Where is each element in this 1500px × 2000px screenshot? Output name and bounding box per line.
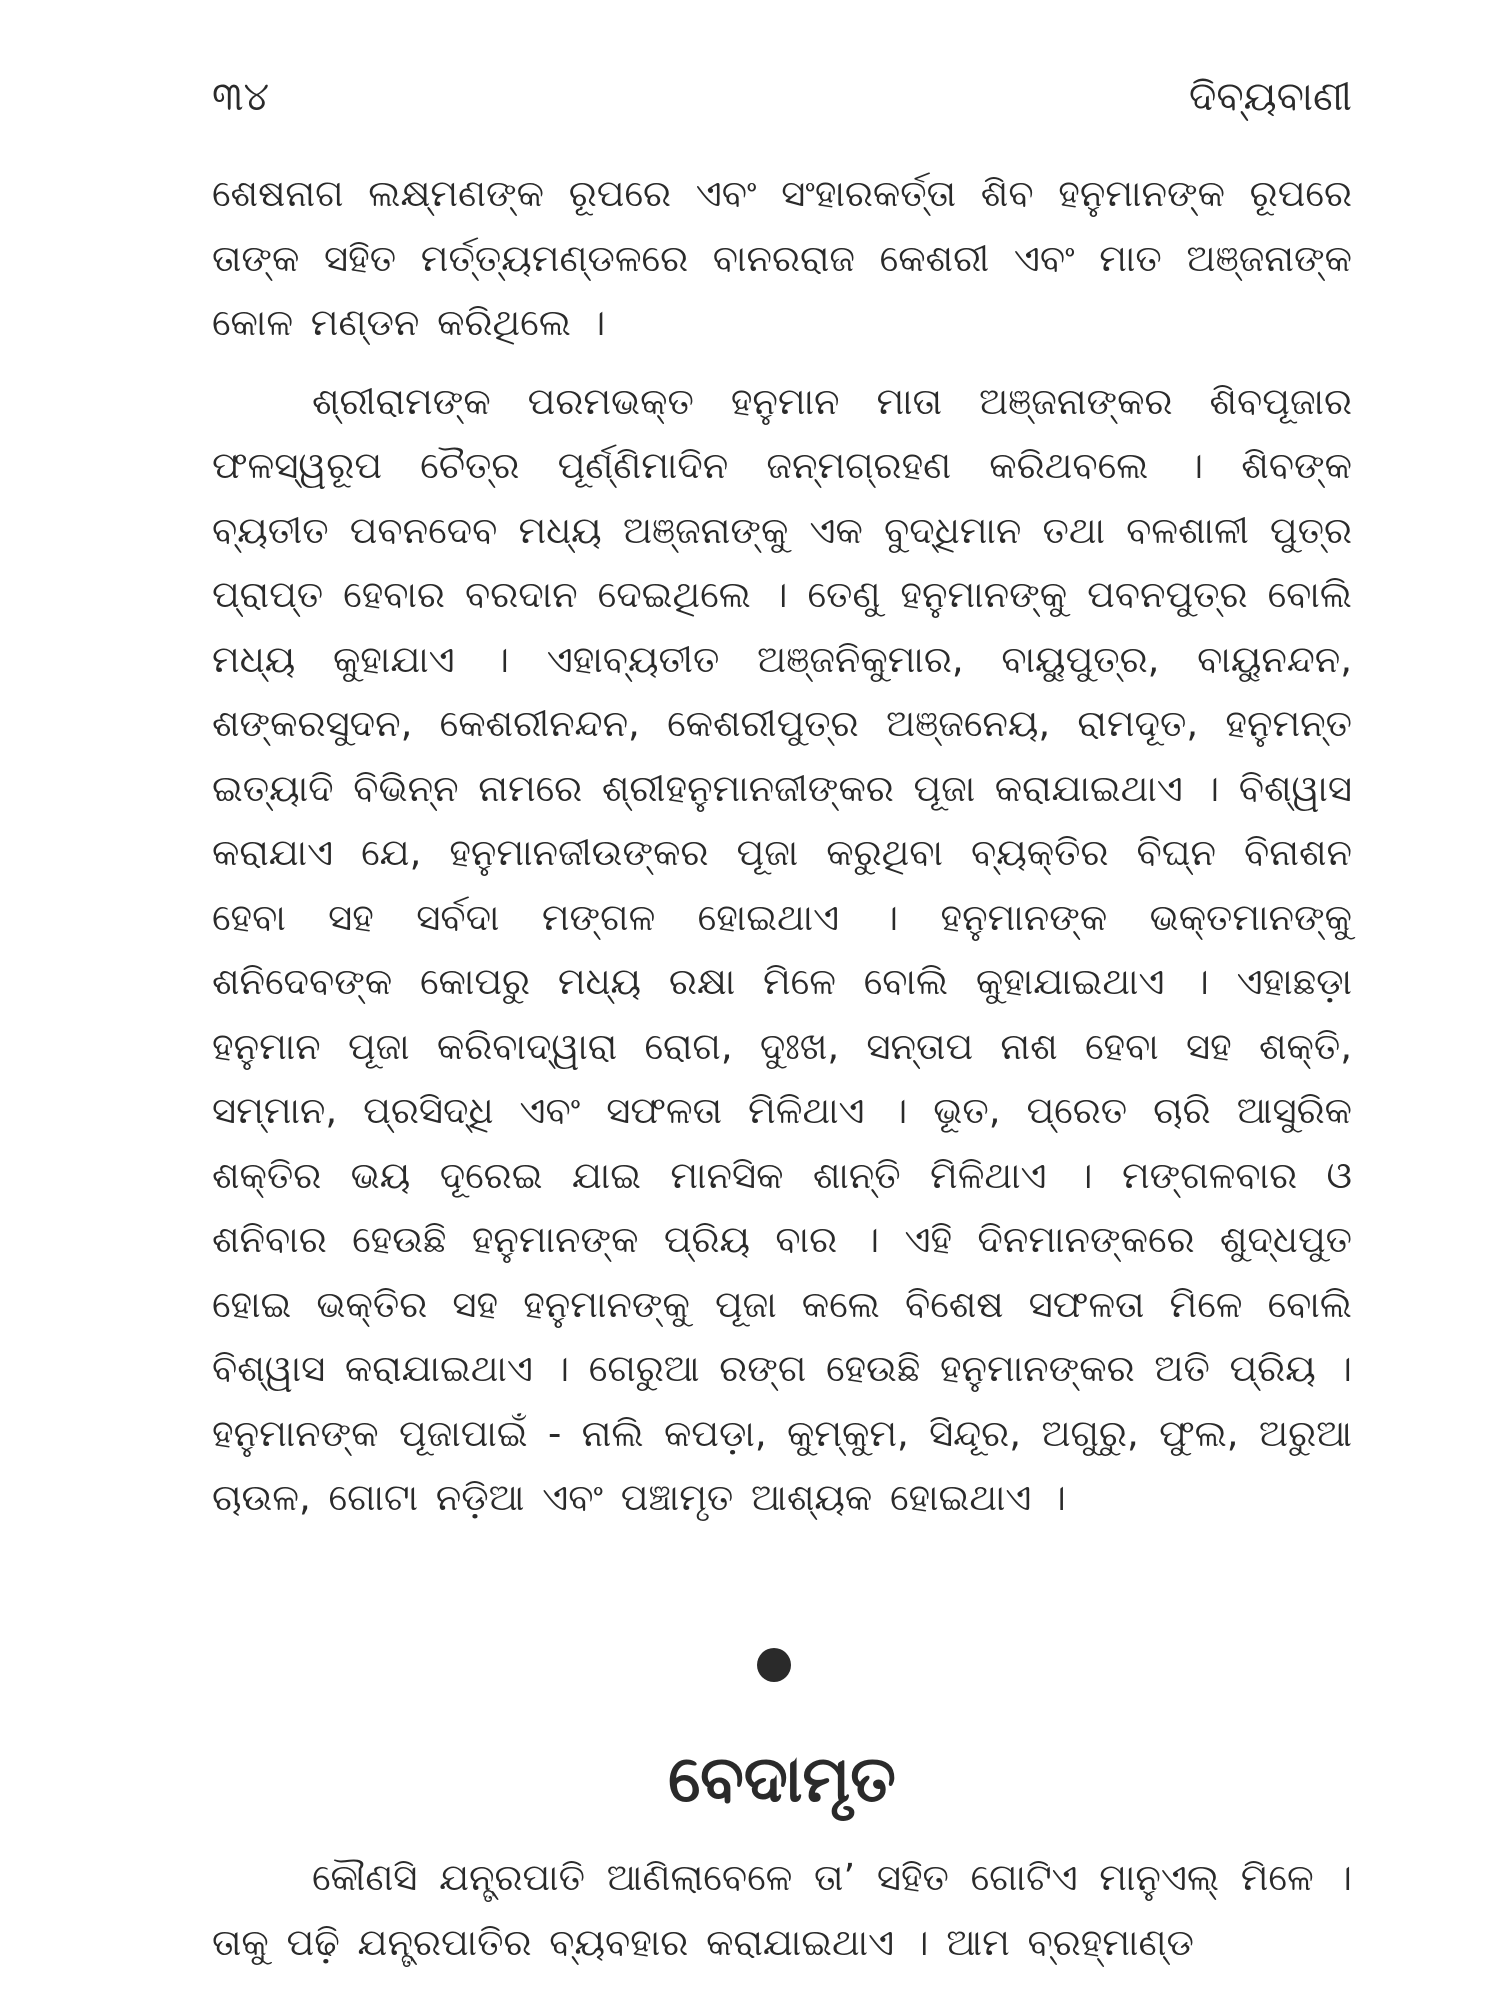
main-text <box>212 162 1352 1545</box>
section-divider-dot <box>757 1648 791 1682</box>
page-header <box>212 62 1352 132</box>
page-number: ୩୪ <box>212 74 270 120</box>
section-text <box>212 1846 1352 1975</box>
running-title: ଦିବ୍ୟବାଣୀ <box>1188 74 1352 120</box>
paragraph-2: ଶ୍ରୀରାମଙ୍କ ପରମଭକ୍ତ ହନୁମାନ ମାତା ଅଞ୍ଜନାଙ୍କର ଶିବପୂଜାର ଫଳସ୍ୱରୂପ ଚୈତ୍ର ପୂର୍ଣ୍ଣିମାଦିନ ଜନ୍ମଗ୍ରହଣ କରିଥବଲେ । ଶିବଙ୍କ ବ୍ୟତୀତ ପବନଦେବ ମଧ୍ୟ ଅଞ୍ଜନାଙ୍କୁ ଏକ ବୁଦ୍ଧିମାନ ତଥା ବଳଶାଳୀ ପୁତ୍ର ପ୍ରାପ୍ତ ହେବାର ବରଦାନ ଦେଇଥିଲେ । ତେଣୁ ହନୁମାନଙ୍କୁ ପବନପୁତ୍ର ବୋଲି ମଧ୍ୟ କୁହାଯାଏ । ଏହାବ୍ୟତୀତ ଅଞ୍ଜନିକୁମାର, ବାୟୁପୁତ୍ର, ବାୟୁନନ୍ଦନ, ଶଙ୍କରସୁଦନ, କେଶରୀନନ୍ଦନ, କେଶରୀପୁତ୍ର ଅଞ୍ଜନେୟ, ରାମଦୂତ, ହନୁମନ୍ତ ଇତ୍ୟାଦି ବିଭିନ୍ନ ନାମରେ ଶ୍ରୀହନୁମାନଜୀଙ୍କର ପୂଜା କରାଯାଇଥାଏ । ବିଶ୍ୱାସ କରାଯାଏ ଯେ, ହନୁମାନଜୀଉଙ୍କର ପୂଜା କରୁଥିବା ବ୍ୟକ୍ତିର ବିଘ୍ନ ବିନାଶନ ହେବା ସହ ସର୍ବଦା ମଙ୍ଗଳ ହୋଇଥାଏ । ହନୁମାନଙ୍କ ଭକ୍ତମାନଙ୍କୁ ଶନିଦେବଙ୍କ କୋପରୁ ମଧ୍ୟ ରକ୍ଷା ମିଳେ ବୋଲି କୁହାଯାଇଥାଏ । ଏହାଛଡ଼ା ହନୁମାନ ପୂଜା କରିବାଦ୍ୱାରା ରୋଗ, ଦୁଃଖ, ସନ୍ତାପ ନାଶ ହେବା ସହ ଶକ୍ତି, ସମ୍ମାନ, ପ୍ରସିଦ୍ଧି ଏବଂ ସଫଳତା ମିଳିଥାଏ । ଭୂତ, ପ୍ରେତ ଚାରି ଆସୁରିକ ଶକ୍ତିର ଭୟ ଦୂରେଇ ଯାଇ ମାନସିକ ଶାନ୍ତି ମିଳିଥାଏ । ମଙ୍ଗଳବାର ଓ ଶନିବାର ହେଉଛି ହନୁମାନଙ୍କ ପ୍ରିୟ ବାର । ଏହି ଦିନମାନଙ୍କରେ ଶୁଦ୍ଧପୁତ ହୋଇ ଭକ୍ତିର ସହ ହନୁମାନଙ୍କୁ ପୂଜା କଲେ ବିଶେଷ ସଫଳତା ମିଳେ ବୋଲି ବିଶ୍ୱାସ କରାଯାଇଥାଏ । ଗେରୁଆ ରଙ୍ଗ ହେଉଛି ହନୁମାନଙ୍କର ଅତି ପ୍ରିୟ । ହନୁମାନଙ୍କ ପୂଜାପାଇଁ - ନାଲି କପଡ଼ା, କୁମ୍‌କୁମ, ସିନ୍ଦୂର, ଅଗୁରୁ, ଫୁଲ, ଅରୁଆ ଚାଉଳ, ଗୋଟା ନଡ଼ିଆ ଏବଂ ପଞ୍ଚାମୃତ ଆଶ୍ୟକ ହୋଇଥାଏ । <box>212 379 1352 1519</box>
section-paragraph-1: କୌଣସି ଯନ୍ତ୍ରପାତି ଆଣିଲାବେଳେ ତା’ ସହିତ ଗୋଟିଏ ମାନୁଏଲ୍ ମିଳେ । ତାକୁ ପଢ଼ି ଯନ୍ତ୍ରପାତିର ବ୍ୟବହାର କରାଯାଇଥାଏ । ଆମ ବ୍ରହ୍ମାଣ୍ଡ <box>212 1856 1352 1964</box>
section-title: ବେଦାମୃତ <box>668 1743 896 1817</box>
paragraph-1: ଶେଷନାଗ ଲକ୍ଷ୍ମଣଙ୍କ ରୂପରେ ଏବଂ ସଂହାରକର୍ତ୍ତା ଶିବ ହନୁମାନଙ୍କ ରୂପରେ ତାଙ୍କ ସହିତ ମର୍ତ୍ତ୍ୟମଣ୍ଡଳରେ ବାନରରାଜ କେଶରୀ ଏବଂ ମାତ ଅଞ୍ଜନାଙ୍କ କୋଳ ମଣ୍ଡନ କରିଥିଲେ । <box>212 172 1352 344</box>
